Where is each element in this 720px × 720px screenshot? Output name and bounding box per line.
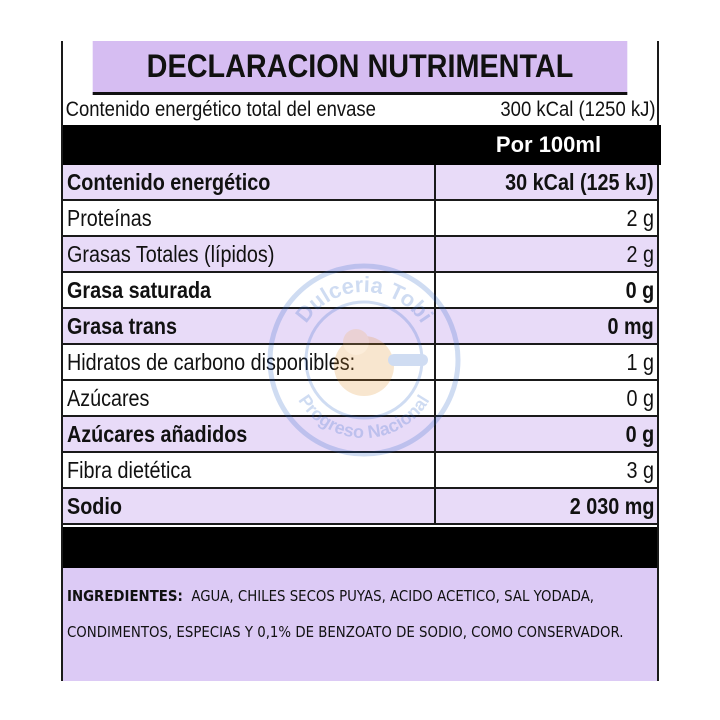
- separator-bar: [63, 527, 657, 568]
- nutrient-value: 30 kCal (125 kJ): [505, 168, 654, 195]
- nutrient-name: Contenido energético: [67, 168, 271, 195]
- nutrient-value: 3 g: [626, 456, 654, 483]
- ingredients-heading: INGREDIENTES:: [67, 587, 183, 605]
- table-row: [63, 417, 657, 453]
- nutrient-name: Grasa trans: [67, 312, 177, 339]
- table-row: [63, 489, 657, 525]
- table-row: [63, 381, 657, 417]
- nutrient-value: 0 g: [625, 276, 654, 303]
- nutrition-label: [61, 41, 659, 681]
- watermark-bottom-text: Progreso Nacional: [294, 390, 434, 443]
- table-row: [63, 273, 657, 309]
- nutrient-name: Grasa saturada: [67, 276, 212, 303]
- table-row: [63, 345, 657, 381]
- ingredients-box: [63, 568, 657, 681]
- table-row: [63, 309, 657, 345]
- nutrient-name: Azúcares añadidos: [67, 420, 248, 447]
- nutrient-value: 0 g: [626, 384, 654, 411]
- nutrient-value: 1 g: [626, 348, 654, 375]
- watermark-top-text: Dulceria Tobi: [290, 271, 439, 327]
- label-title: DECLARACION NUTRIMENTAL: [93, 41, 628, 95]
- ingredients-text: AGUA, CHILES SECOS PUYAS, ACIDO ACETICO, SAL YODADA, CONDIMENTOS, ESPECIAS Y 0,1% DE BENZOATO DE SODIO, COMO CONSERVADOR.: [67, 587, 624, 641]
- nutrient-value: 0 g: [625, 420, 654, 447]
- nutrient-name: Proteínas: [67, 204, 152, 231]
- total-energy-row: [63, 95, 657, 125]
- table-row: [63, 453, 657, 489]
- table-row: [63, 237, 657, 273]
- nutrient-value: 2 g: [626, 204, 654, 231]
- table-row: [63, 165, 657, 201]
- nutrient-name: Sodio: [67, 492, 122, 519]
- nutrient-name: Hidratos de carbono disponibles:: [67, 348, 356, 375]
- total-energy-value: 300 kCal (1250 kJ): [500, 98, 656, 121]
- nutrient-value: 0 mg: [607, 312, 654, 339]
- nutrient-name: Azúcares: [67, 384, 150, 411]
- nutrient-value: 2 030 mg: [569, 492, 654, 519]
- table-row: [63, 201, 657, 237]
- total-energy-label: Contenido energético total del envase: [65, 98, 376, 121]
- nutrient-name: Fibra dietética: [67, 456, 192, 483]
- nutrient-name: Grasas Totales (lípidos): [67, 240, 275, 267]
- nutrient-value: 2 g: [626, 240, 654, 267]
- serving-header: Por 100ml: [436, 125, 661, 165]
